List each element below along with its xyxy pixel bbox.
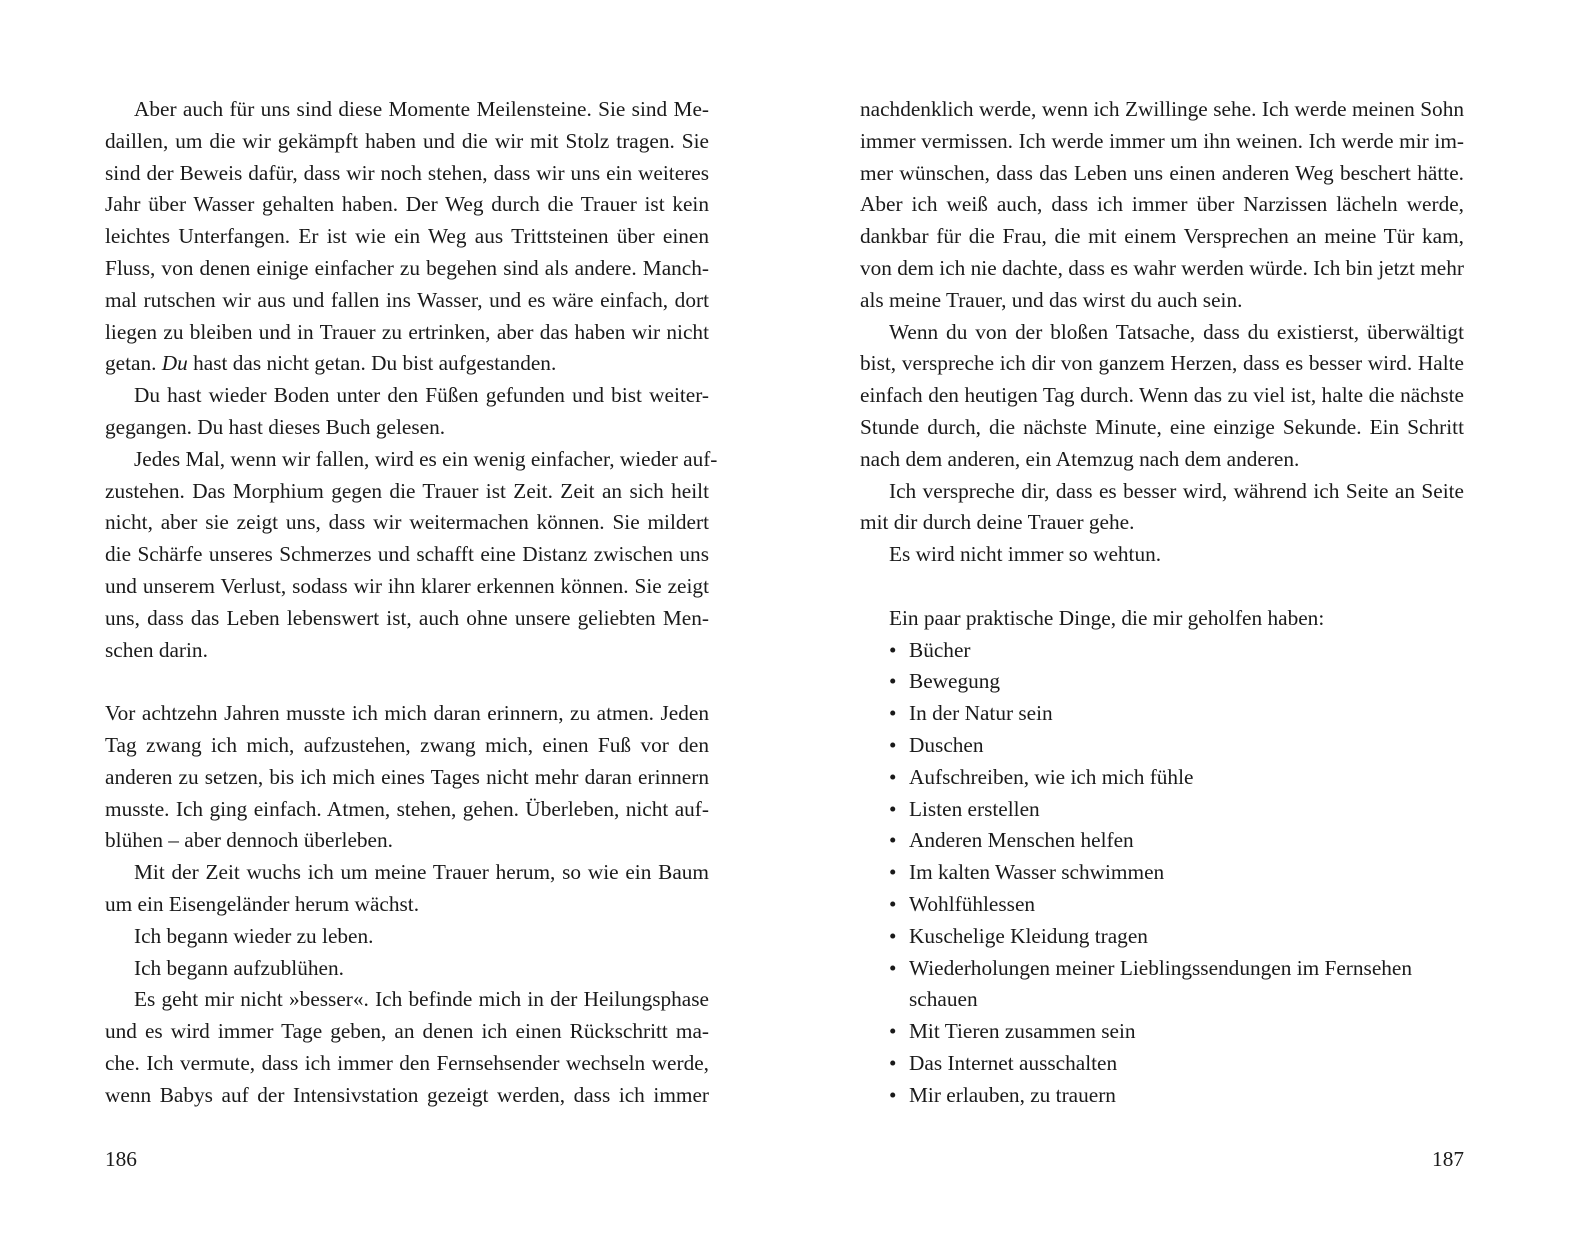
text-line: Ich verspreche dir, dass es besser wird, während ich Seite an Seite	[889, 478, 1464, 503]
bullet-icon: •	[889, 860, 897, 885]
list-item-label: Duschen	[909, 732, 984, 757]
list-item-label: Mir erlauben, zu trauern	[909, 1082, 1116, 1107]
text-line: zustehen. Das Morphium gegen die Trauer ist Zeit. Zeit an sich heilt	[105, 478, 709, 503]
bullet-icon: •	[889, 828, 897, 853]
list-item	[860, 730, 1464, 762]
bullet-icon: •	[889, 732, 897, 757]
text-line: Du hast wieder Boden unter den Füßen gefunden und bist weiter-	[134, 383, 709, 408]
text-line: sind der Beweis dafür, dass wir noch stehen, dass wir uns ein weiteres	[105, 160, 709, 185]
text-line: Es geht mir nicht »besser«. Ich befinde mich in der Heilungsphase	[134, 987, 709, 1012]
list-item	[860, 1016, 1464, 1048]
text-line: liegen zu bleiben und in Trauer zu ertrinken, aber das haben wir nicht	[105, 319, 709, 344]
page-number-right: 187	[1432, 1147, 1464, 1171]
text-line: gegangen. Du hast dieses Buch gelesen.	[105, 414, 446, 439]
text-line: Ich begann aufzublühen.	[134, 955, 344, 980]
list-item-label: Aufschreiben, wie ich mich fühle	[909, 764, 1194, 789]
list-intro: Ein paar praktische Dinge, die mir geholfen haben:	[889, 605, 1325, 630]
bullet-icon: •	[889, 891, 897, 916]
page-number-left: 186	[105, 1147, 137, 1171]
list-item-label: Bewegung	[909, 669, 1001, 694]
left-page	[105, 94, 718, 1112]
bullet-icon: •	[889, 1082, 897, 1107]
text-fragment: hast das nicht getan. Du bist aufgestanden.	[187, 351, 557, 376]
text-line: Tag zwang ich mich, aufzustehen, zwang mich, einen Fuß vor den	[105, 732, 709, 757]
text-line: mit dir durch deine Trauer gehe.	[860, 510, 1135, 535]
bullet-icon: •	[889, 955, 897, 980]
list-item-label: Im kalten Wasser schwimmen	[909, 860, 1165, 885]
bullet-icon: •	[889, 1050, 897, 1075]
list-item	[860, 953, 1464, 985]
text-line: blühen – aber dennoch überleben.	[105, 828, 393, 853]
bullet-icon: •	[889, 637, 897, 662]
list-item	[860, 825, 1464, 857]
text-line: wenn Babys auf der Intensivstation gezeigt werden, dass ich immer	[105, 1082, 709, 1107]
text-line: um ein Eisengeländer herum wächst.	[105, 891, 420, 916]
text-line: bist, verspreche ich dir von ganzem Herzen, dass es besser wird. Halte	[860, 351, 1464, 376]
text-line: nicht, aber sie zeigt uns, dass wir weitermachen können. Sie mildert	[105, 510, 709, 535]
list-item-label: Wohlfühlessen	[909, 891, 1036, 916]
list-item-label: Mit Tieren zusammen sein	[909, 1019, 1136, 1044]
text-line: che. Ich vermute, dass ich immer den Fernsehsender wechseln werde,	[105, 1050, 709, 1075]
text-line: Vor achtzehn Jahren musste ich mich daran erinnern, zu atmen. Jeden	[105, 701, 709, 726]
list-item-label: Listen erstellen	[909, 796, 1040, 821]
list-item	[860, 921, 1464, 953]
bullet-icon: •	[889, 701, 897, 726]
list-item	[860, 794, 1464, 826]
bullet-icon: •	[889, 796, 897, 821]
text-line: Aber ich weiß auch, dass ich immer über Narzissen lächeln werde,	[860, 192, 1464, 217]
list-item	[860, 857, 1464, 889]
text-line: nachdenklich werde, wenn ich Zwillinge sehe. Ich werde meinen Sohn	[860, 97, 1464, 121]
text-line: schen darin.	[105, 637, 208, 662]
text-line: mer wünschen, dass das Leben uns einen anderen Weg beschert hätte.	[860, 160, 1464, 185]
list-item	[860, 1080, 1464, 1112]
text-line: musste. Ich ging einfach. Atmen, stehen, gehen. Überleben, nicht auf-	[105, 796, 709, 821]
list-item-label: schauen	[909, 987, 978, 1012]
list-item	[860, 635, 1464, 667]
list-item	[860, 1048, 1464, 1080]
text-line: Wenn du von der bloßen Tatsache, dass du existierst, überwältigt	[889, 319, 1464, 344]
text-line: Jahr über Wasser gehalten haben. Der Weg durch die Trauer ist kein	[105, 192, 709, 217]
text-line: daillen, um die wir gekämpft haben und die wir mit Stolz tragen. Sie	[105, 128, 709, 153]
emphasis-text: Du	[161, 351, 188, 376]
text-line: Stunde durch, die nächste Minute, eine einzige Sekunde. Ein Schritt	[860, 414, 1464, 439]
text-line: immer vermissen. Ich werde immer um ihn weinen. Ich werde mir im-	[860, 128, 1464, 153]
list-item-label: Anderen Menschen helfen	[909, 828, 1134, 853]
text-line: die Schärfe unseres Schmerzes und schafft eine Distanz zwischen uns	[105, 542, 709, 567]
bullet-icon: •	[889, 764, 897, 789]
text-line: Jedes Mal, wenn wir fallen, wird es ein wenig einfacher, wieder auf-	[134, 446, 718, 471]
list-item	[860, 762, 1464, 794]
list-item-label: Kuschelige Kleidung tragen	[909, 923, 1148, 948]
list-item	[860, 889, 1464, 921]
text-line: anderen zu setzen, bis ich mich eines Tages nicht mehr daran erinnern	[105, 764, 709, 789]
text-line: dankbar für die Frau, die mit einem Versprechen an meine Tür kam,	[860, 224, 1464, 249]
text-line: Aber auch für uns sind diese Momente Meilensteine. Sie sind Me-	[134, 97, 709, 121]
bullet-icon: •	[889, 1019, 897, 1044]
list-item-label: Wiederholungen meiner Lieblingssendungen im Fernsehen	[909, 955, 1413, 980]
list-item-continuation	[860, 984, 1464, 1016]
text-line: als meine Trauer, und das wirst du auch sein.	[860, 287, 1243, 312]
section-break	[105, 666, 709, 698]
list-item-label: Bücher	[909, 637, 971, 662]
bullet-list	[860, 635, 1464, 1112]
text-line	[105, 348, 709, 380]
list-item	[860, 666, 1464, 698]
text-line: und unserem Verlust, sodass wir ihn klarer erkennen können. Sie zeigt	[105, 573, 709, 598]
text-line: mal rutschen wir aus und fallen ins Wasser, und es wäre einfach, dort	[105, 287, 709, 312]
text-line: von dem ich nie dachte, dass es wahr werden würde. Ich bin jetzt mehr	[860, 255, 1464, 280]
text-line: uns, dass das Leben lebenswert ist, auch ohne unsere geliebten Men-	[105, 605, 709, 630]
text-line: nach dem anderen, ein Atemzug nach dem anderen.	[860, 446, 1300, 471]
bullet-icon: •	[889, 923, 897, 948]
text-line: Es wird nicht immer so wehtun.	[889, 542, 1162, 567]
list-item-label: Das Internet ausschalten	[909, 1050, 1118, 1075]
right-page	[860, 94, 1464, 1112]
list-item	[860, 698, 1464, 730]
text-line: einfach den heutigen Tag durch. Wenn das zu viel ist, halte die nächste	[860, 383, 1464, 408]
text-line: und es wird immer Tage geben, an denen ich einen Rückschritt ma-	[105, 1019, 709, 1044]
section-break	[860, 571, 1464, 603]
text-line: Fluss, von denen einige einfacher zu begehen sind als andere. Manch-	[105, 255, 709, 280]
text-line: leichtes Unterfangen. Er ist wie ein Weg aus Trittsteinen über einen	[105, 224, 709, 249]
text-fragment: getan.	[105, 351, 162, 376]
list-item-label: In der Natur sein	[909, 701, 1053, 726]
text-line: Mit der Zeit wuchs ich um meine Trauer herum, so wie ein Baum	[134, 860, 709, 885]
text-line: Ich begann wieder zu leben.	[134, 923, 374, 948]
bullet-icon: •	[889, 669, 897, 694]
